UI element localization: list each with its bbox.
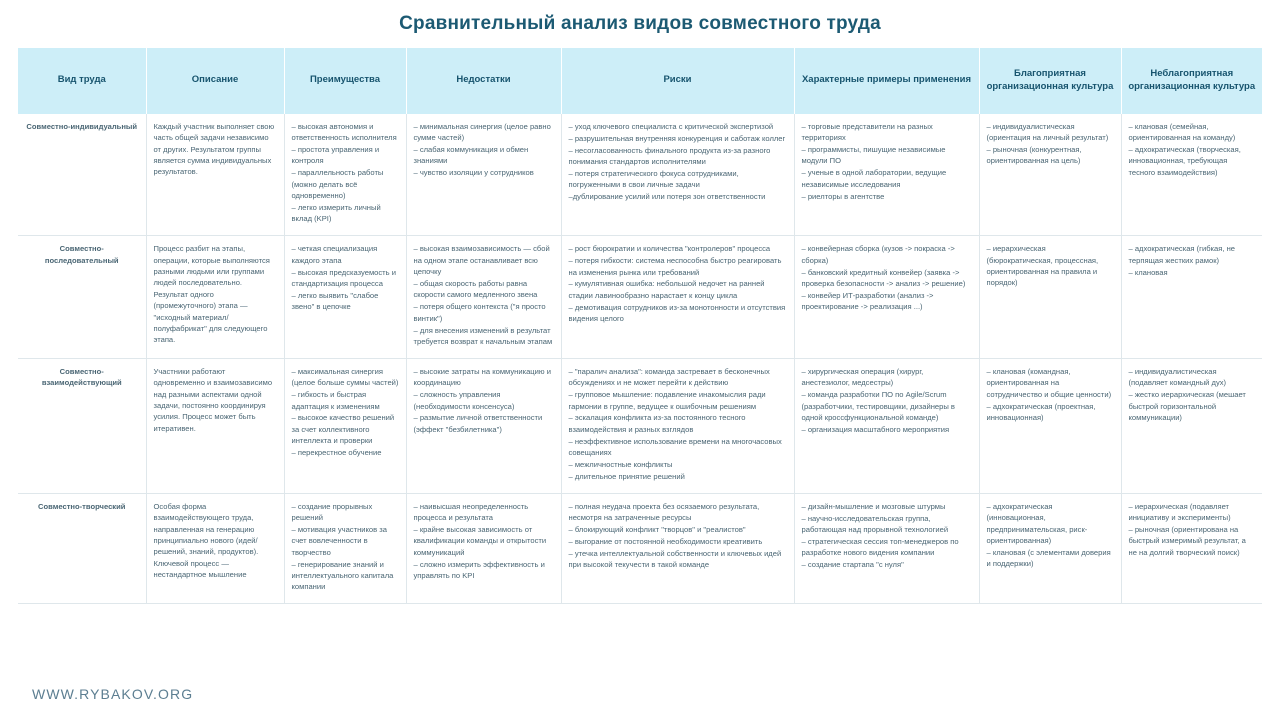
list-item: – рыночная (конкурентная, ориентированная на цель) xyxy=(986,145,1082,166)
description-text: Каждый участник выполняет свою часть общей задачи независимо от других. Результатом группы является сумма индивидуальных результатов. xyxy=(153,121,275,177)
list-item: – дизайн-мышление и мозговые штурмы xyxy=(801,501,946,511)
list-item: – адхократическая (гибкая, не терпящая жестких рамок) xyxy=(1128,244,1236,265)
list-item: – полная неудача проекта без осязаемого результата, несмотря на затраченные ресурсы xyxy=(568,501,760,523)
description-text: Процесс разбит на этапы, операции, которые выполняются разными людьми или группами людей последовательно. Результат одного (промежуточного) этапа — "исходный материал/полуфабрикат" для следующего этапа. xyxy=(153,244,270,345)
good-culture-list xyxy=(987,501,1114,570)
cell-bad-culture xyxy=(1121,493,1262,604)
list-item: – четкая специализация каждого этапа xyxy=(291,244,378,265)
list-item: – индивидуалистическая (ориентация на личный результат) xyxy=(986,121,1109,143)
comparison-table xyxy=(18,48,1262,605)
cell-disadvantages xyxy=(406,358,561,493)
cell-examples xyxy=(794,114,979,236)
advantages-list xyxy=(292,243,399,312)
cell-description xyxy=(146,236,284,359)
cell-advantages xyxy=(284,114,406,236)
bad-culture-list xyxy=(1129,243,1256,278)
list-item: – чувство изоляции у сотрудников xyxy=(413,168,534,178)
list-item: – крайне высокая зависимость от квалификации команды и открытости коммуникаций xyxy=(413,525,547,557)
cell-risks xyxy=(561,236,794,359)
list-item: – перекрестное обучение xyxy=(291,448,382,458)
column-header-bad-culture: Неблагоприятная организационная культура xyxy=(1121,48,1262,114)
list-item: – сложность управления (необходимости консенсуса) xyxy=(413,390,515,411)
examples-list xyxy=(802,121,972,202)
good-culture-list xyxy=(987,366,1114,423)
list-item: – создание стартапа "с нуля" xyxy=(801,560,904,570)
list-item: – для внесения изменений в результат требуется возврат к начальным этапам xyxy=(413,325,553,346)
list-item: – разрушительная внутренняя конкуренция и саботаж коллег xyxy=(568,133,786,143)
list-item: – потеря гибкости: система неспособна быстро реагировать на изменения рынка или требований xyxy=(568,256,782,277)
list-item: – сложно измерить эффективность и управлять по KPI xyxy=(413,559,545,581)
column-header-good-culture: Благоприятная организационная культура xyxy=(979,48,1121,114)
list-item: – адхократическая (проектная, инновационная) xyxy=(986,401,1096,422)
list-item: – простота управления и контроля xyxy=(291,145,380,166)
list-item: – рыночная (ориентирована на быстрый измеримый результат, а не на долгий творческий поиск) xyxy=(1128,525,1246,557)
list-item: – иерархическая (подавляет инициативу и эксперименты) xyxy=(1128,501,1231,523)
list-item: – уход ключевого специалиста с критической экспертизой xyxy=(568,121,774,131)
risks-list xyxy=(569,243,787,324)
cell-description xyxy=(146,114,284,236)
cell-disadvantages xyxy=(406,114,561,236)
bad-culture-list xyxy=(1129,121,1256,178)
column-header-risks: Риски xyxy=(561,48,794,114)
list-item: – клановая xyxy=(1128,267,1168,277)
cell-examples xyxy=(794,358,979,493)
header-row xyxy=(18,48,1262,114)
cell-bad-culture xyxy=(1121,358,1262,493)
advantages-list xyxy=(292,501,399,593)
list-item: – потеря стратегического фокуса сотрудниками, погруженными в свои личные задачи xyxy=(568,168,739,190)
good-culture-list xyxy=(987,121,1114,167)
page-title: Сравнительный анализ видов совместного труда xyxy=(399,13,881,34)
cell-type: Совместно-индивидуальный xyxy=(18,114,146,236)
list-item: – программисты, пишущие независимые модули ПО xyxy=(801,145,946,166)
cell-advantages xyxy=(284,493,406,604)
cell-risks xyxy=(561,114,794,236)
list-item: – высокая автономия и ответственность исполнителя xyxy=(291,121,397,143)
list-item: – ученые в одной лаборатории, ведущие независимые исследования xyxy=(801,168,947,189)
column-header-type: Вид труда xyxy=(18,48,146,114)
list-item: – параллельность работы (можно делать всё одновременно) xyxy=(291,168,384,201)
column-header-advantages: Преимущества xyxy=(284,48,406,114)
risks-list xyxy=(569,121,787,203)
list-item: – потеря общего контекста ("я просто винтик") xyxy=(413,302,546,323)
bad-culture-list xyxy=(1129,501,1256,558)
list-item: – общая скорость работы равна скорости самого медленного звена xyxy=(413,278,538,300)
list-item: – научно-исследовательская группа, работающая над прорывной технологией xyxy=(801,513,949,535)
table-row xyxy=(18,114,1262,236)
list-item: – организация масштабного мероприятия xyxy=(801,424,950,434)
cell-description xyxy=(146,493,284,604)
examples-list xyxy=(802,366,972,435)
list-item: – риелторы в агентстве xyxy=(801,191,885,201)
list-item: – межличностные конфликты xyxy=(568,459,673,469)
list-item: – слабая коммуникация и обмен знаниями xyxy=(413,145,529,166)
list-item: – клановая (с элементами доверия и поддержки) xyxy=(986,547,1111,569)
list-item: – создание прорывных решений xyxy=(291,501,373,523)
list-item: – торговые представители на разных территориях xyxy=(801,121,933,143)
list-item: – клановая (семейная, ориентированная на команду) xyxy=(1128,121,1236,143)
list-item: – индивидуалистическая (подавляет командный дух) xyxy=(1128,366,1227,388)
cell-examples xyxy=(794,236,979,359)
list-item: – иерархическая (бюрократическая, процессная, ориентированная на правила и порядок) xyxy=(986,244,1099,288)
list-item: – банковский кредитный конвейер (заявка -> проверка безопасности -> анализ -> решение) xyxy=(801,267,966,288)
good-culture-list xyxy=(987,243,1114,289)
cell-good-culture xyxy=(979,236,1121,359)
list-item: – максимальная синергия (целое больше суммы частей) xyxy=(291,366,399,388)
list-item: – "паралич анализа": команда застревает в бесконечных обсуждениях и не может перейти к действию xyxy=(568,366,770,388)
table-row xyxy=(18,236,1262,359)
cell-disadvantages xyxy=(406,236,561,359)
list-item: – утечка интеллектуальной собственности и ключевых идей при высокой текучести в такой команде xyxy=(568,548,782,570)
list-item: – легко измерить личный вклад (KPI) xyxy=(291,203,381,224)
list-item: – команда разработки ПО по Agile/Scrum (разработчики, тестировщики, дизайнеры в одной кроссфункциональной команде) xyxy=(801,390,955,422)
description-text: Особая форма взаимодействующего труда, направленная на генерацию принципиально нового (идей/решений, знаний, продуктов). Ключевой процесс — нестандартное мышление xyxy=(153,501,259,580)
list-item: – блокирующий конфликт "творцов" и "реалистов" xyxy=(568,525,746,535)
disadvantages-list xyxy=(414,243,554,347)
list-item: – размытие личной ответственности (эффект "безбилетника") xyxy=(413,413,543,434)
list-item: – длительное принятие решений xyxy=(568,471,685,481)
cell-bad-culture xyxy=(1121,114,1262,236)
cell-type: Совместно-творческий xyxy=(18,493,146,604)
list-item: – высокая предсказуемость и стандартизация процесса xyxy=(291,267,396,288)
list-item: – высокая взаимозависимость — сбой на одном этапе останавливает всю цепочку xyxy=(413,244,550,277)
list-item: – выгорание от постоянной необходимости креативить xyxy=(568,536,763,546)
list-item: – высокое качество решений за счет коллективного интеллекта и проверки xyxy=(291,413,395,446)
list-item: – легко выявить "слабое звено" в цепочке xyxy=(291,290,379,312)
disadvantages-list xyxy=(414,121,554,179)
table-row xyxy=(18,493,1262,604)
list-item: – адхократическая (творческая, инновационная, требующая тесного взаимодействия) xyxy=(1128,145,1241,177)
list-item: – стратегическая сессия топ-менеджеров по разработке нового видения компании xyxy=(801,536,959,558)
advantages-list xyxy=(292,366,399,459)
cell-good-culture xyxy=(979,114,1121,236)
cell-disadvantages xyxy=(406,493,561,604)
list-item: – адхократическая (инновационная, предпринимательская, риск-ориентированная) xyxy=(986,501,1088,545)
list-item: – мотивация участников за счет вовлеченности в творчество xyxy=(291,525,387,557)
list-item: – кумулятивная ошибка: небольшой недочет на ранней стадии лавинообразно нарастает к концу цикла xyxy=(568,279,765,300)
list-item: – наивысшая неопределенность процесса и результата xyxy=(413,501,529,523)
table-body xyxy=(18,114,1262,604)
column-header-examples: Характерные примеры применения xyxy=(794,48,979,114)
list-item: – высокие затраты на коммуникацию и координацию xyxy=(413,366,551,388)
list-item: – эскалация конфликта из-за постоянного тесного взаимодействия и разных взглядов xyxy=(568,413,746,434)
examples-list xyxy=(802,243,972,312)
cell-bad-culture xyxy=(1121,236,1262,359)
list-item: – хирургическая операция (хирург, анестезиолог, медсестры) xyxy=(801,366,924,388)
cell-description xyxy=(146,358,284,493)
cell-type: Совместно-последовательный xyxy=(18,236,146,359)
list-item: – демотивация сотрудников из-за монотонности и отсутствия видения целого xyxy=(568,302,786,324)
bad-culture-list xyxy=(1129,366,1256,423)
footer-website-url: WWW.RYBAKOV.ORG xyxy=(32,686,194,702)
examples-list xyxy=(802,501,972,571)
risks-list xyxy=(569,501,787,571)
list-item: – неэффективное использование времени на многочасовых совещаниях xyxy=(568,436,782,458)
disadvantages-list xyxy=(414,366,554,435)
risks-list xyxy=(569,366,787,482)
cell-good-culture xyxy=(979,358,1121,493)
column-header-disadvantages: Недостатки xyxy=(406,48,561,114)
cell-risks xyxy=(561,493,794,604)
description-text: Участники работают одновременно и взаимозависимо над разными аспектами одной задачи, постоянно координируя усилия. Процесс может быть итеративен. xyxy=(153,366,273,433)
cell-good-culture xyxy=(979,493,1121,604)
list-item: – клановая (командная, ориентированная на сотрудничество и общие ценности) xyxy=(986,366,1112,399)
list-item: – несогласованность финального продукта из-за разного понимания стандартов исполнителями xyxy=(568,145,771,166)
list-item: – конвейер ИТ-разработки (анализ -> проектирование -> реализация ...) xyxy=(801,290,934,312)
cell-advantages xyxy=(284,358,406,493)
cell-type: Совместно-взаимодействующий xyxy=(18,358,146,493)
table-header xyxy=(18,48,1262,114)
column-header-description: Описание xyxy=(146,48,284,114)
list-item: – рост бюрократии и количества "контролеров" процесса xyxy=(568,244,771,254)
cell-examples xyxy=(794,493,979,604)
cell-risks xyxy=(561,358,794,493)
list-item: – групповое мышление: подавление инакомыслия ради гармонии в группе, ведущее к ошибочным решениям xyxy=(568,390,766,411)
list-item: – генерирование знаний и интеллектуального капитала компании xyxy=(291,559,394,592)
cell-advantages xyxy=(284,236,406,359)
disadvantages-list xyxy=(414,501,554,582)
list-item: – гибкость и быстрая адаптация к изменениям xyxy=(291,390,380,411)
list-item: – жестко иерархическая (мешает быстрой горизонтальной коммуникации) xyxy=(1128,390,1246,422)
list-item: – конвейерная сборка (кузов -> покраска -> сборка) xyxy=(801,244,955,265)
list-item: –дублирование усилий или потеря зон ответственности xyxy=(568,192,766,202)
table-row xyxy=(18,358,1262,493)
advantages-list xyxy=(292,121,399,225)
list-item: – минимальная синергия (целое равно сумме частей) xyxy=(413,121,551,143)
